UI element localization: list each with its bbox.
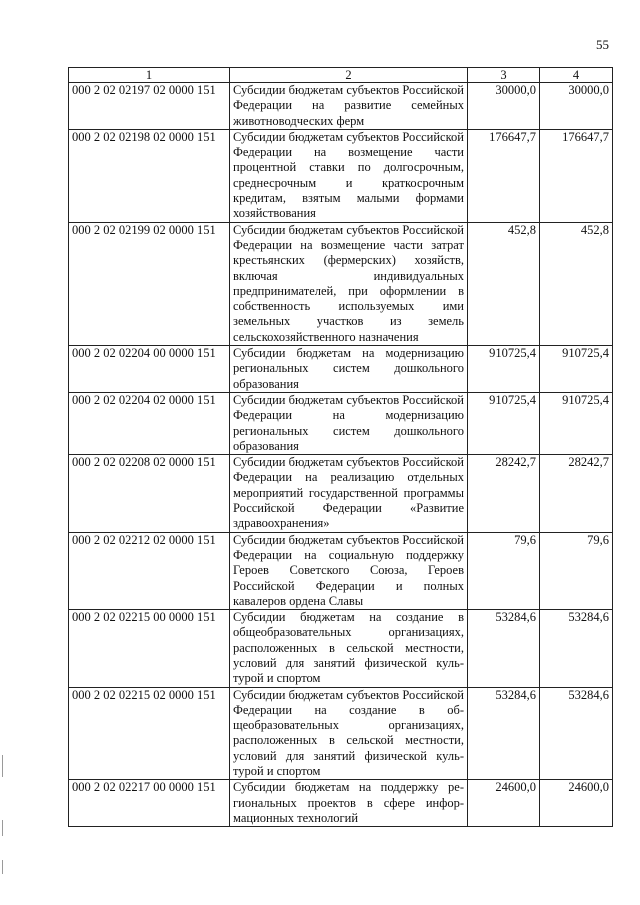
amount-col4: 30000,0 [540, 83, 613, 130]
table-row [69, 610, 613, 687]
page-number: 55 [596, 37, 609, 52]
budget-code: 000 2 02 02215 02 0000 151 [69, 687, 230, 780]
amount-col4: 24600,0 [540, 780, 613, 827]
budget-code: 000 2 02 02198 02 0000 151 [69, 129, 230, 222]
budget-code: 000 2 02 02199 02 0000 151 [69, 222, 230, 345]
subsidy-description: Субсидии бюджетам на модернизацию региональных систем дошкольного образования [230, 346, 468, 393]
scan-margin-mark [2, 755, 3, 777]
subsidy-description: Субсидии бюджетам субъектов Российской Федерации на возмещение части затрат крестьянских (фермерских) хозяйств, включая индивидуальных предпринимателей, при оформлении в собственность используемых ими земельных участков из земель сельскохозяйственного назначения [230, 222, 468, 345]
amount-col3: 452,8 [468, 222, 540, 345]
amount-col3: 53284,6 [468, 610, 540, 687]
table-row [69, 129, 613, 222]
budget-code: 000 2 02 02204 02 0000 151 [69, 392, 230, 454]
budget-table [68, 67, 613, 827]
subsidy-description: Субсидии бюджетам субъектов Российской Федерации на развитие семейных животноводческих ферм [230, 83, 468, 130]
scan-margin-mark [2, 860, 3, 874]
subsidy-description: Субсидии бюджетам на создание в общеобразовательных организациях, расположенных в сельской местности, условий для занятий физической культурой и спортом [230, 610, 468, 687]
column-header-4: 4 [540, 68, 613, 83]
amount-col4: 53284,6 [540, 687, 613, 780]
column-header-3: 3 [468, 68, 540, 83]
amount-col3: 30000,0 [468, 83, 540, 130]
subsidy-description: Субсидии бюджетам на поддержку региональных проектов в сфере информационных технологий [230, 780, 468, 827]
table-row [69, 392, 613, 454]
amount-col4: 79,6 [540, 532, 613, 609]
table-row [69, 346, 613, 393]
amount-col3: 910725,4 [468, 392, 540, 454]
amount-col3: 79,6 [468, 532, 540, 609]
table-row [69, 780, 613, 827]
amount-col4: 28242,7 [540, 455, 613, 532]
budget-code: 000 2 02 02217 00 0000 151 [69, 780, 230, 827]
budget-code: 000 2 02 02197 02 0000 151 [69, 83, 230, 130]
amount-col4: 176647,7 [540, 129, 613, 222]
amount-col3: 53284,6 [468, 687, 540, 780]
budget-code: 000 2 02 02208 02 0000 151 [69, 455, 230, 532]
table-row [69, 222, 613, 345]
subsidy-description: Субсидии бюджетам субъектов Российской Федерации на возмещение части процентной ставки по долгосрочным, среднесрочным и краткосрочным кредитам, взятым малыми формами хозяйствования [230, 129, 468, 222]
budget-code: 000 2 02 02212 02 0000 151 [69, 532, 230, 609]
column-header-1: 1 [69, 68, 230, 83]
subsidy-description: Субсидии бюджетам субъектов Российской Федерации на социальную поддержку Героев Советского Союза, Героев Российской Федерации и полных кавалеров ордена Славы [230, 532, 468, 609]
table-row [69, 532, 613, 609]
scan-margin-mark [2, 820, 3, 836]
amount-col4: 452,8 [540, 222, 613, 345]
subsidy-description: Субсидии бюджетам субъектов Российской Федерации на модернизацию региональных систем дошкольного образования [230, 392, 468, 454]
table-header-row [69, 68, 613, 83]
subsidy-description: Субсидии бюджетам субъектов Российской Федерации на реализацию отдельных мероприятий государственной программы Российской Федерации «Развитие здравоохранения» [230, 455, 468, 532]
table-row [69, 455, 613, 532]
subsidy-description: Субсидии бюджетам субъектов Российской Федерации на создание в общеобразовательных организациях, расположенных в сельской местности, условий для занятий физической культурой и спортом [230, 687, 468, 780]
amount-col3: 176647,7 [468, 129, 540, 222]
budget-code: 000 2 02 02215 00 0000 151 [69, 610, 230, 687]
column-header-2: 2 [230, 68, 468, 83]
amount-col4: 53284,6 [540, 610, 613, 687]
amount-col4: 910725,4 [540, 346, 613, 393]
table-row [69, 83, 613, 130]
budget-code: 000 2 02 02204 00 0000 151 [69, 346, 230, 393]
table-row [69, 687, 613, 780]
amount-col3: 910725,4 [468, 346, 540, 393]
amount-col3: 24600,0 [468, 780, 540, 827]
amount-col4: 910725,4 [540, 392, 613, 454]
amount-col3: 28242,7 [468, 455, 540, 532]
